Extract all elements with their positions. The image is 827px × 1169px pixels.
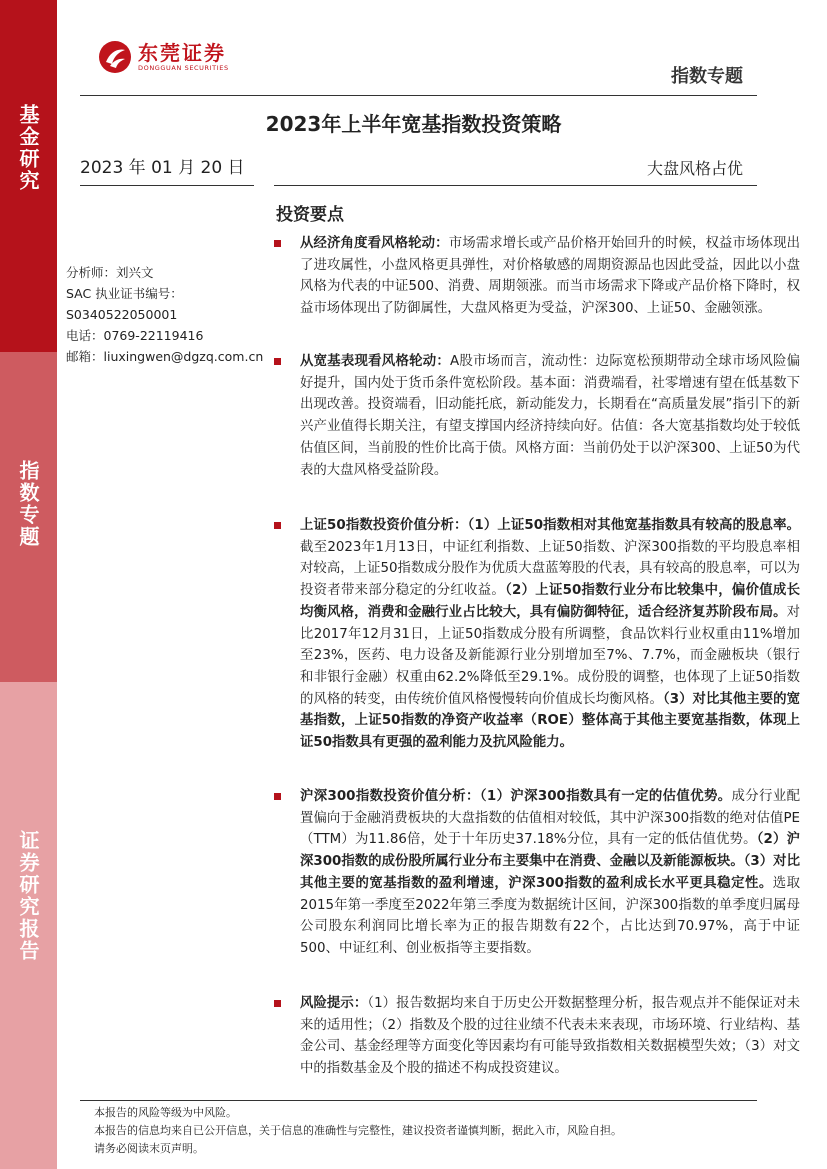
footer-line: 请务必阅读末页声明。 — [94, 1142, 204, 1155]
point-lead: 从经济角度看风格轮动： — [300, 236, 449, 251]
section-heading: 投资要点 — [276, 205, 344, 225]
key-point — [272, 233, 800, 320]
subtitle-divider — [274, 185, 757, 186]
point-text: A股市场而言，流动性：边际宽松预期带动全球市场风险偏好提升，国内处于货币条件宽松阶段。基本面：消费端看，社零增速有望在低基数下出现改善。投资端看，旧动能托底，新动能发力，长期看在“高质量发展”指引下的新兴产业值得长期关注，有望支撑国内经济持续向好。估值：各大宽基指数均处于较低估值区间，当前股的性价比高于债。风格方面：当前仍处于以沪深300、上证50为代表的大盘风格受益阶段。 — [300, 354, 800, 478]
point-text: 成分行业配置偏向于金融消费板块的大盘指数的估值相对较低，其中沪深300指数的绝对估值PE（TTM）为11.86倍，处于十年历史37.18%分位，具有一定的低估值优势。 — [300, 789, 800, 848]
point-text: （1）报告数据均来自于历史公开数据整理分析，报告观点并不能保证对未来的适用性；（2）指数及个股的过往业绩不代表未来表现，市场环境、行业结构、基金公司、基金经理等方面变化等因素均有可能导致指数相关数据模型失效；（3）对文中的指数基金及个股的描述不构成投资建议。 — [300, 996, 800, 1077]
footer-line: 本报告的风险等级为中风险。 — [94, 1106, 237, 1119]
analyst-info — [66, 262, 263, 367]
bullet-square-icon — [274, 358, 281, 365]
sidebar-label: 指数专题 — [16, 460, 40, 548]
point-lead: 从宽基表现看风格轮动： — [300, 354, 450, 369]
footer-disclaimer — [94, 1104, 622, 1158]
company-logo — [98, 40, 229, 74]
analyst-phone: 电话：0769-22119416 — [66, 328, 204, 343]
sidebar-segment-index-topic — [0, 352, 57, 682]
sidebar-label: 证券研究报告 — [16, 830, 40, 962]
point-text: 选取2015年第一季度至2022年第三季度为数据统计区间，沪深300指数的单季度归属母公司股东利润同比增长率为正的报告期数有22个，占比达到70.97%，高于中证500、中证红利、创业板指等主要指数。 — [300, 875, 801, 956]
sac-number: S0340522050001 — [66, 307, 178, 322]
header-divider — [80, 95, 757, 96]
footer-line: 本报告的信息均来自已公开信息，关于信息的准确性与完整性，建议投资者谨慎判断，据此入市，风险自担。 — [94, 1124, 622, 1137]
document-type: 指数专题 — [671, 66, 743, 87]
analyst-email: 邮箱：liuxingwen@dgzq.com.cn — [66, 349, 264, 364]
point-lead: 上证50指数投资价值分析：（1）上证50指数相对其他宽基指数具有较高的股息率。 — [300, 518, 800, 533]
date-divider — [80, 185, 254, 186]
bullet-square-icon — [274, 1000, 281, 1007]
sidebar-segment-fund-research — [0, 0, 57, 352]
bullet-square-icon — [274, 522, 281, 529]
point-emphasis: （2）沪深300指数的成份股所属行业分布主要集中在消费、金融以及新能源板块。（3）对比其他主要的宽基指数的盈利增速，沪深300指数的盈利成长水平更具稳定性。 — [300, 832, 800, 891]
point-lead: 风险提示： — [300, 996, 368, 1011]
point-text: 截至2023年1月13日，中证红利指数、上证50指数、沪深300指数的平均股息率相对较高，上证50指数成分股作为优质大盘蓝筹股的代表，具有较高的股息率，可以为投资者带来部分稳定的分红收益。 — [300, 539, 800, 599]
footer-divider — [80, 1100, 757, 1101]
logo-name-en: DONGGUAN SECURITIES — [138, 63, 229, 72]
sidebar — [0, 0, 57, 1169]
bullet-square-icon — [274, 240, 281, 247]
logo-name-cn: 东莞证券 — [138, 40, 226, 65]
analyst-name: 分析师：刘兴文 — [66, 265, 154, 280]
key-point — [272, 351, 800, 481]
report-date: 2023 年 01 月 20 日 — [80, 158, 245, 178]
point-emphasis: （3）对比其他主要的宽基指数，上证50指数的净资产收益率（ROE）整体高于其他主要宽基指数，体现上证50指数具有更强的盈利能力及抗风险能力。 — [300, 691, 800, 751]
key-point — [272, 515, 800, 754]
point-emphasis: （2）上证50指数行业分布比较集中，偏价值成长均衡风格，消费和金融行业占比较大，具有偏防御特征，适合经济复苏阶段布局。 — [300, 583, 800, 620]
report-subtitle: 大盘风格占优 — [646, 159, 743, 178]
key-point — [272, 993, 800, 1080]
report-title: 2023年上半年宽基指数投资策略 — [265, 112, 562, 136]
point-lead: 沪深300指数投资价值分析：（1）沪深300指数具有一定的估值优势。 — [300, 789, 732, 804]
logo-mark-icon — [98, 40, 132, 74]
key-point — [272, 786, 800, 960]
sidebar-label: 基金研究 — [16, 104, 40, 192]
sac-label: SAC 执业证书编号： — [66, 286, 183, 301]
point-text: 市场需求增长或产品价格开始回升的时候，权益市场体现出了进攻属性，小盘风格更具弹性，对价格敏感的周期资源品也因此受益，因此以小盘风格为代表的中证500、消费、周期领涨。而当市场需求下降或产品价格下降时，权益市场体现出了防御属性，大盘风格更为受益，沪深300、上证50、金融领涨。 — [300, 236, 800, 317]
bullet-square-icon — [274, 793, 281, 800]
point-text: 对比2017年12月31日，上证50指数成分股有所调整，食品饮料行业权重由11%增加至23%，医药、电力设备及新能源行业分别增加至7%、7.7%，而金融板块（银行和非银行金融）权重由62.2%降低至29.1%。成份股的调整，也体现了上证50指数的风格的转变，由传统价值风格慢慢转向价值成长均衡风格。 — [300, 604, 800, 707]
sidebar-segment-securities-report — [0, 682, 57, 1169]
